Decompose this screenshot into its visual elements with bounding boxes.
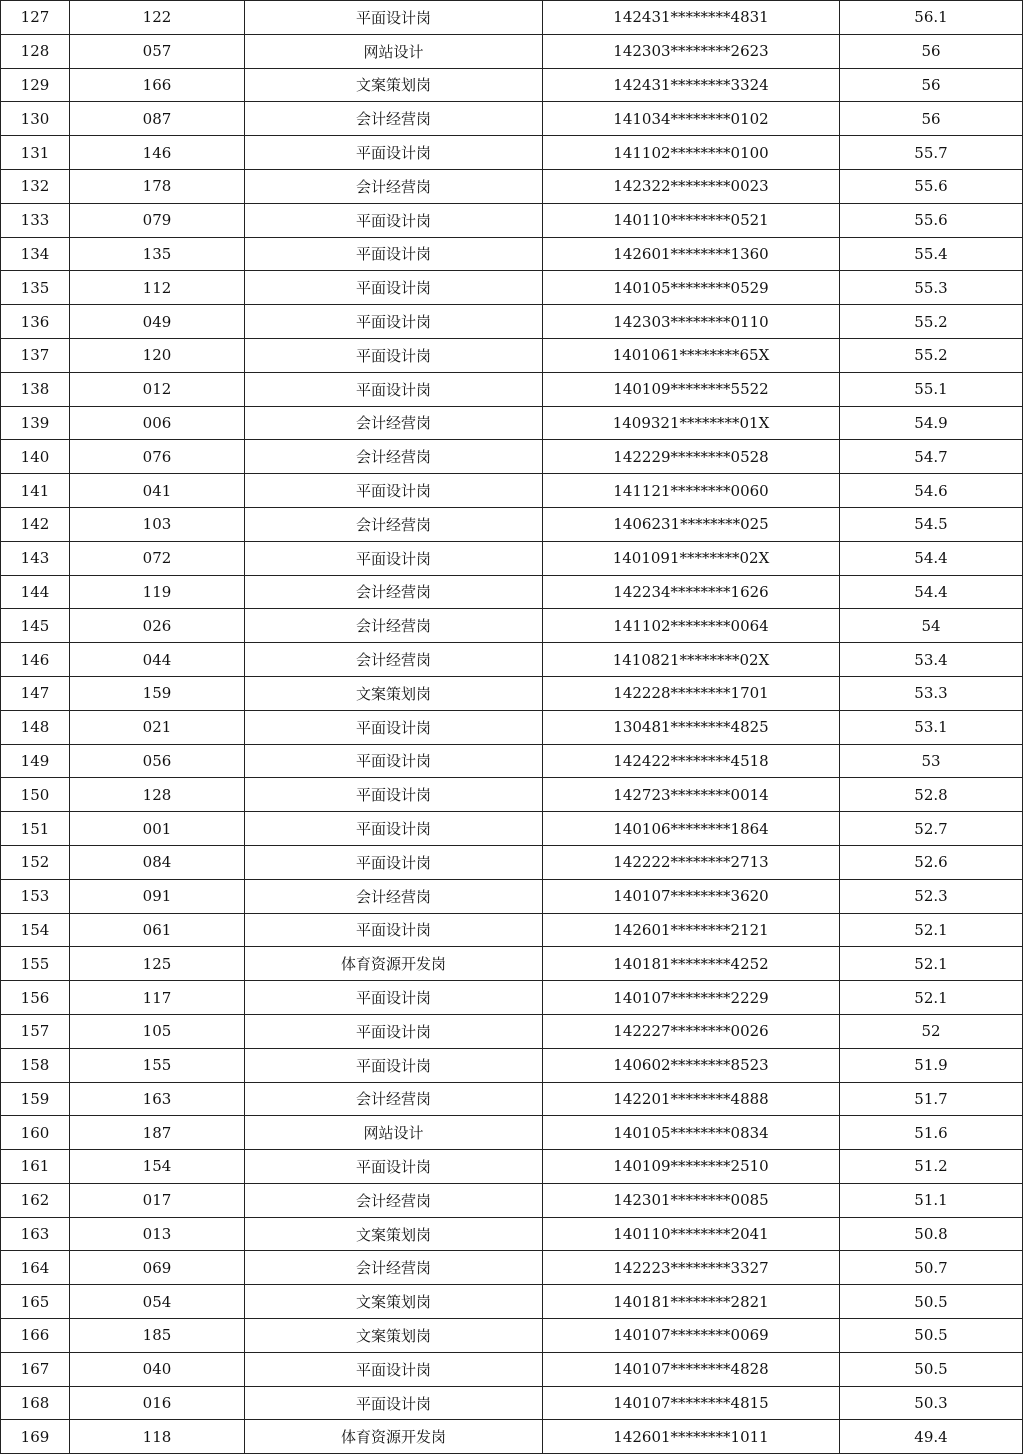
ticket-number-cell: 122: [70, 1, 245, 35]
score-cell: 54.4: [840, 575, 1023, 609]
score-cell: 50.5: [840, 1319, 1023, 1353]
rank-cell: 135: [1, 271, 70, 305]
ticket-number-cell: 119: [70, 575, 245, 609]
position-cell: 平面设计岗: [245, 237, 543, 271]
position-cell: 会计经营岗: [245, 169, 543, 203]
position-cell: 文案策划岗: [245, 1217, 543, 1251]
rank-cell: 150: [1, 778, 70, 812]
score-cell: 56: [840, 68, 1023, 102]
ticket-number-cell: 056: [70, 744, 245, 778]
table-row: [1, 541, 1023, 575]
rank-cell: 138: [1, 372, 70, 406]
ticket-number-cell: 001: [70, 812, 245, 846]
id-number-cell: 142601********2121: [543, 913, 840, 947]
rank-cell: 169: [1, 1420, 70, 1454]
rank-cell: 148: [1, 710, 70, 744]
score-cell: 52.8: [840, 778, 1023, 812]
ticket-number-cell: 125: [70, 947, 245, 981]
ticket-number-cell: 117: [70, 981, 245, 1015]
rank-cell: 168: [1, 1386, 70, 1420]
ticket-number-cell: 118: [70, 1420, 245, 1454]
table-row: [1, 1116, 1023, 1150]
id-number-cell: 140105********0834: [543, 1116, 840, 1150]
position-cell: 会计经营岗: [245, 406, 543, 440]
table-row: [1, 474, 1023, 508]
id-number-cell: 140602********8523: [543, 1048, 840, 1082]
rank-cell: 144: [1, 575, 70, 609]
ticket-number-cell: 154: [70, 1150, 245, 1184]
ticket-number-cell: 076: [70, 440, 245, 474]
ticket-number-cell: 135: [70, 237, 245, 271]
position-cell: 会计经营岗: [245, 879, 543, 913]
rank-cell: 141: [1, 474, 70, 508]
ticket-number-cell: 054: [70, 1285, 245, 1319]
position-cell: 会计经营岗: [245, 102, 543, 136]
score-cell: 55.7: [840, 136, 1023, 170]
position-cell: 平面设计岗: [245, 136, 543, 170]
position-cell: 平面设计岗: [245, 981, 543, 1015]
score-cell: 52.6: [840, 845, 1023, 879]
ticket-number-cell: 166: [70, 68, 245, 102]
ticket-number-cell: 112: [70, 271, 245, 305]
score-cell: 55.4: [840, 237, 1023, 271]
id-number-cell: 141102********0064: [543, 609, 840, 643]
table-row: [1, 68, 1023, 102]
ticket-number-cell: 061: [70, 913, 245, 947]
table-row: [1, 305, 1023, 339]
score-cell: 55.2: [840, 305, 1023, 339]
table-row: [1, 1014, 1023, 1048]
id-number-cell: 1401091********02X: [543, 541, 840, 575]
rank-cell: 142: [1, 507, 70, 541]
score-cell: 52.1: [840, 981, 1023, 1015]
table-row: [1, 1217, 1023, 1251]
id-number-cell: 140105********0529: [543, 271, 840, 305]
ticket-number-cell: 017: [70, 1183, 245, 1217]
score-cell: 56.1: [840, 1, 1023, 35]
position-cell: 平面设计岗: [245, 541, 543, 575]
rank-cell: 127: [1, 1, 70, 35]
id-number-cell: 142322********0023: [543, 169, 840, 203]
rank-cell: 166: [1, 1319, 70, 1353]
table-row: [1, 372, 1023, 406]
id-number-cell: 142223********3327: [543, 1251, 840, 1285]
ticket-number-cell: 084: [70, 845, 245, 879]
position-cell: 会计经营岗: [245, 440, 543, 474]
ticket-number-cell: 026: [70, 609, 245, 643]
id-number-cell: 141034********0102: [543, 102, 840, 136]
score-cell: 51.9: [840, 1048, 1023, 1082]
rank-cell: 140: [1, 440, 70, 474]
ticket-number-cell: 079: [70, 203, 245, 237]
position-cell: 平面设计岗: [245, 1352, 543, 1386]
position-cell: 平面设计岗: [245, 305, 543, 339]
table-row: [1, 1183, 1023, 1217]
rank-cell: 134: [1, 237, 70, 271]
table-row: [1, 643, 1023, 677]
ticket-number-cell: 049: [70, 305, 245, 339]
position-cell: 会计经营岗: [245, 643, 543, 677]
id-number-cell: 142601********1011: [543, 1420, 840, 1454]
position-cell: 平面设计岗: [245, 203, 543, 237]
table-row: [1, 609, 1023, 643]
rank-cell: 152: [1, 845, 70, 879]
table-row: [1, 812, 1023, 846]
rank-cell: 158: [1, 1048, 70, 1082]
score-cell: 52.1: [840, 947, 1023, 981]
ticket-number-cell: 069: [70, 1251, 245, 1285]
ticket-number-cell: 016: [70, 1386, 245, 1420]
rank-cell: 131: [1, 136, 70, 170]
id-number-cell: 141102********0100: [543, 136, 840, 170]
rank-cell: 157: [1, 1014, 70, 1048]
score-cell: 50.7: [840, 1251, 1023, 1285]
position-cell: 会计经营岗: [245, 1183, 543, 1217]
ticket-number-cell: 146: [70, 136, 245, 170]
score-cell: 51.1: [840, 1183, 1023, 1217]
position-cell: 平面设计岗: [245, 1014, 543, 1048]
table-row: [1, 102, 1023, 136]
rank-cell: 155: [1, 947, 70, 981]
id-number-cell: 140109********5522: [543, 372, 840, 406]
id-number-cell: 140107********2229: [543, 981, 840, 1015]
ticket-number-cell: 041: [70, 474, 245, 508]
table-row: [1, 879, 1023, 913]
score-cell: 54.5: [840, 507, 1023, 541]
id-number-cell: 140110********0521: [543, 203, 840, 237]
position-cell: 会计经营岗: [245, 575, 543, 609]
rank-cell: 132: [1, 169, 70, 203]
score-cell: 53.4: [840, 643, 1023, 677]
position-cell: 文案策划岗: [245, 68, 543, 102]
table-row: [1, 169, 1023, 203]
id-number-cell: 142431********3324: [543, 68, 840, 102]
position-cell: 文案策划岗: [245, 1285, 543, 1319]
ticket-number-cell: 091: [70, 879, 245, 913]
rank-cell: 139: [1, 406, 70, 440]
score-cell: 52.3: [840, 879, 1023, 913]
ticket-number-cell: 021: [70, 710, 245, 744]
position-cell: 会计经营岗: [245, 609, 543, 643]
ticket-number-cell: 120: [70, 338, 245, 372]
ticket-number-cell: 105: [70, 1014, 245, 1048]
id-number-cell: 140181********4252: [543, 947, 840, 981]
rank-cell: 149: [1, 744, 70, 778]
ticket-number-cell: 072: [70, 541, 245, 575]
position-cell: 平面设计岗: [245, 778, 543, 812]
table-row: [1, 913, 1023, 947]
id-number-cell: 142234********1626: [543, 575, 840, 609]
id-number-cell: 142303********0110: [543, 305, 840, 339]
table-row: [1, 440, 1023, 474]
position-cell: 平面设计岗: [245, 1048, 543, 1082]
position-cell: 平面设计岗: [245, 744, 543, 778]
results-table-body: [1, 1, 1023, 1454]
id-number-cell: 1410821********02X: [543, 643, 840, 677]
id-number-cell: 1406231********025: [543, 507, 840, 541]
ticket-number-cell: 044: [70, 643, 245, 677]
position-cell: 平面设计岗: [245, 1150, 543, 1184]
id-number-cell: 140181********2821: [543, 1285, 840, 1319]
score-cell: 53.1: [840, 710, 1023, 744]
id-number-cell: 142431********4831: [543, 1, 840, 35]
table-row: [1, 237, 1023, 271]
table-row: [1, 406, 1023, 440]
id-number-cell: 140107********0069: [543, 1319, 840, 1353]
ticket-number-cell: 012: [70, 372, 245, 406]
score-cell: 55.2: [840, 338, 1023, 372]
rank-cell: 145: [1, 609, 70, 643]
table-row: [1, 1285, 1023, 1319]
position-cell: 体育资源开发岗: [245, 947, 543, 981]
id-number-cell: 142229********0528: [543, 440, 840, 474]
score-cell: 54.4: [840, 541, 1023, 575]
table-row: [1, 744, 1023, 778]
ticket-number-cell: 128: [70, 778, 245, 812]
rank-cell: 143: [1, 541, 70, 575]
rank-cell: 164: [1, 1251, 70, 1285]
rank-cell: 165: [1, 1285, 70, 1319]
rank-cell: 146: [1, 643, 70, 677]
rank-cell: 156: [1, 981, 70, 1015]
table-row: [1, 507, 1023, 541]
position-cell: 平面设计岗: [245, 1386, 543, 1420]
score-cell: 53: [840, 744, 1023, 778]
score-cell: 54: [840, 609, 1023, 643]
score-cell: 53.3: [840, 676, 1023, 710]
rank-cell: 160: [1, 1116, 70, 1150]
score-cell: 51.6: [840, 1116, 1023, 1150]
score-cell: 56: [840, 102, 1023, 136]
score-cell: 50.3: [840, 1386, 1023, 1420]
ticket-number-cell: 159: [70, 676, 245, 710]
table-row: [1, 981, 1023, 1015]
rank-cell: 167: [1, 1352, 70, 1386]
table-row: [1, 34, 1023, 68]
table-row: [1, 778, 1023, 812]
id-number-cell: 142228********1701: [543, 676, 840, 710]
rank-cell: 136: [1, 305, 70, 339]
rank-cell: 130: [1, 102, 70, 136]
ticket-number-cell: 187: [70, 1116, 245, 1150]
position-cell: 文案策划岗: [245, 676, 543, 710]
table-row: [1, 1150, 1023, 1184]
position-cell: 平面设计岗: [245, 710, 543, 744]
id-number-cell: 130481********4825: [543, 710, 840, 744]
ticket-number-cell: 040: [70, 1352, 245, 1386]
id-number-cell: 140107********4815: [543, 1386, 840, 1420]
table-row: [1, 271, 1023, 305]
table-row: [1, 1251, 1023, 1285]
rank-cell: 162: [1, 1183, 70, 1217]
rank-cell: 161: [1, 1150, 70, 1184]
ticket-number-cell: 006: [70, 406, 245, 440]
score-cell: 52.1: [840, 913, 1023, 947]
table-row: [1, 947, 1023, 981]
rank-cell: 133: [1, 203, 70, 237]
rank-cell: 154: [1, 913, 70, 947]
id-number-cell: 140109********2510: [543, 1150, 840, 1184]
position-cell: 平面设计岗: [245, 845, 543, 879]
id-number-cell: 141121********0060: [543, 474, 840, 508]
ticket-number-cell: 103: [70, 507, 245, 541]
score-cell: 55.6: [840, 169, 1023, 203]
rank-cell: 129: [1, 68, 70, 102]
table-row: [1, 1319, 1023, 1353]
ticket-number-cell: 178: [70, 169, 245, 203]
position-cell: 平面设计岗: [245, 913, 543, 947]
position-cell: 会计经营岗: [245, 1251, 543, 1285]
position-cell: 网站设计: [245, 34, 543, 68]
score-cell: 49.4: [840, 1420, 1023, 1454]
id-number-cell: 142303********2623: [543, 34, 840, 68]
ticket-number-cell: 013: [70, 1217, 245, 1251]
position-cell: 文案策划岗: [245, 1319, 543, 1353]
table-row: [1, 676, 1023, 710]
ticket-number-cell: 057: [70, 34, 245, 68]
table-row: [1, 575, 1023, 609]
ticket-number-cell: 163: [70, 1082, 245, 1116]
score-cell: 50.8: [840, 1217, 1023, 1251]
score-cell: 52.7: [840, 812, 1023, 846]
position-cell: 平面设计岗: [245, 812, 543, 846]
id-number-cell: 142227********0026: [543, 1014, 840, 1048]
rank-cell: 163: [1, 1217, 70, 1251]
table-row: [1, 1082, 1023, 1116]
table-row: [1, 845, 1023, 879]
position-cell: 会计经营岗: [245, 1082, 543, 1116]
table-row: [1, 1386, 1023, 1420]
position-cell: 平面设计岗: [245, 338, 543, 372]
table-row: [1, 203, 1023, 237]
id-number-cell: 140110********2041: [543, 1217, 840, 1251]
score-cell: 51.7: [840, 1082, 1023, 1116]
ticket-number-cell: 185: [70, 1319, 245, 1353]
score-cell: 55.3: [840, 271, 1023, 305]
id-number-cell: 1409321********01X: [543, 406, 840, 440]
table-row: [1, 710, 1023, 744]
ticket-number-cell: 087: [70, 102, 245, 136]
score-cell: 51.2: [840, 1150, 1023, 1184]
position-cell: 网站设计: [245, 1116, 543, 1150]
table-row: [1, 338, 1023, 372]
score-cell: 52: [840, 1014, 1023, 1048]
rank-cell: 147: [1, 676, 70, 710]
score-cell: 54.7: [840, 440, 1023, 474]
rank-cell: 153: [1, 879, 70, 913]
id-number-cell: 142723********0014: [543, 778, 840, 812]
id-number-cell: 142422********4518: [543, 744, 840, 778]
id-number-cell: 142201********4888: [543, 1082, 840, 1116]
id-number-cell: 1401061********65X: [543, 338, 840, 372]
position-cell: 平面设计岗: [245, 372, 543, 406]
rank-cell: 159: [1, 1082, 70, 1116]
table-row: [1, 1, 1023, 35]
id-number-cell: 140107********4828: [543, 1352, 840, 1386]
rank-cell: 151: [1, 812, 70, 846]
position-cell: 平面设计岗: [245, 1, 543, 35]
ticket-number-cell: 155: [70, 1048, 245, 1082]
table-row: [1, 136, 1023, 170]
score-cell: 50.5: [840, 1352, 1023, 1386]
position-cell: 平面设计岗: [245, 271, 543, 305]
position-cell: 会计经营岗: [245, 507, 543, 541]
table-row: [1, 1420, 1023, 1454]
rank-cell: 137: [1, 338, 70, 372]
score-cell: 54.6: [840, 474, 1023, 508]
position-cell: 体育资源开发岗: [245, 1420, 543, 1454]
position-cell: 平面设计岗: [245, 474, 543, 508]
id-number-cell: 140106********1864: [543, 812, 840, 846]
score-cell: 55.6: [840, 203, 1023, 237]
score-cell: 56: [840, 34, 1023, 68]
id-number-cell: 142222********2713: [543, 845, 840, 879]
score-cell: 55.1: [840, 372, 1023, 406]
table-row: [1, 1048, 1023, 1082]
score-cell: 54.9: [840, 406, 1023, 440]
id-number-cell: 142301********0085: [543, 1183, 840, 1217]
table-row: [1, 1352, 1023, 1386]
id-number-cell: 142601********1360: [543, 237, 840, 271]
id-number-cell: 140107********3620: [543, 879, 840, 913]
score-cell: 50.5: [840, 1285, 1023, 1319]
rank-cell: 128: [1, 34, 70, 68]
